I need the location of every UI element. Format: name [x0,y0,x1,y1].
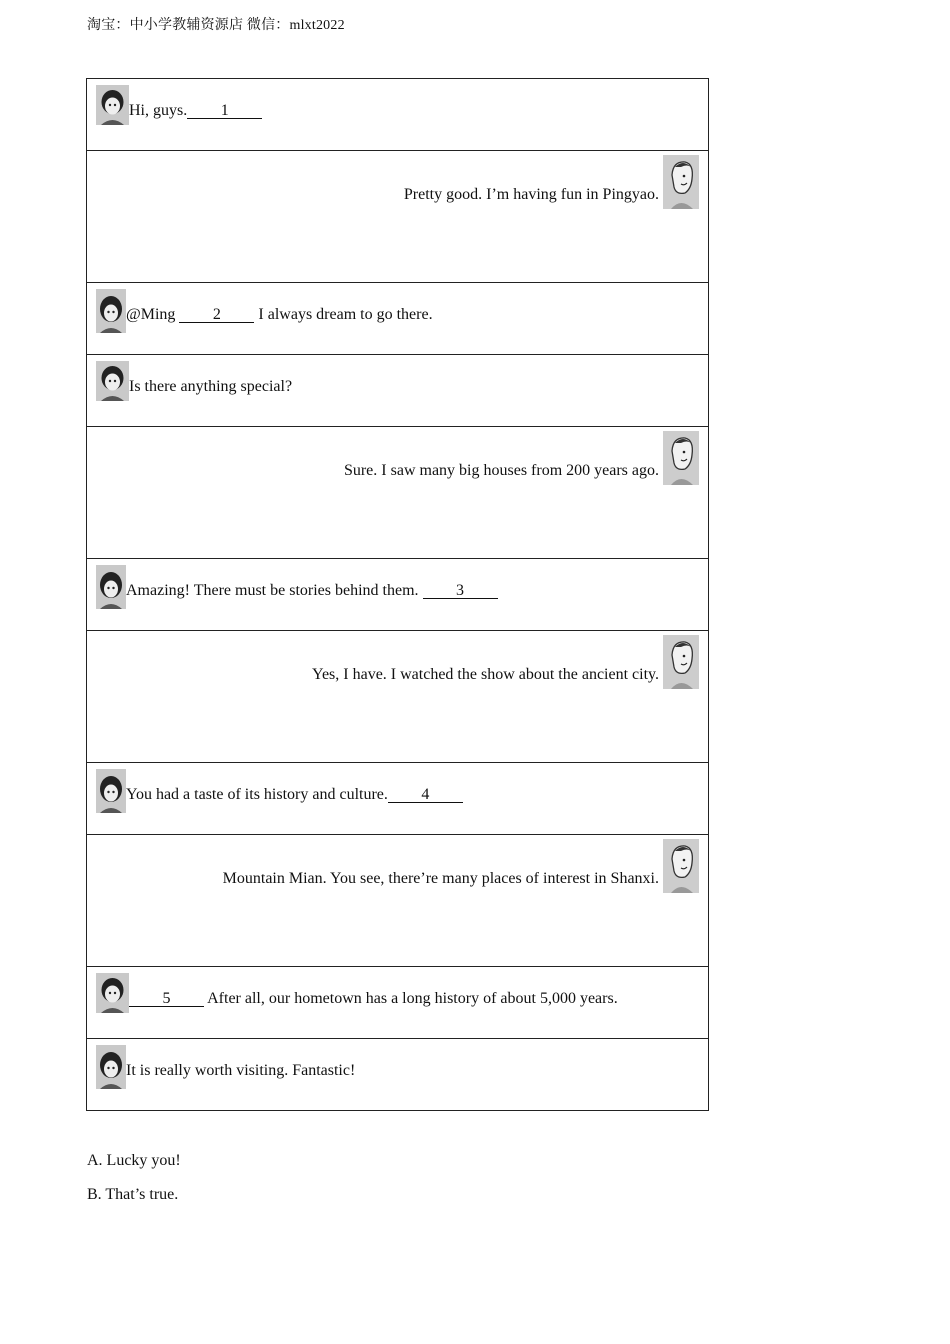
chat-row [87,151,709,283]
blank-number: 2 [212,306,221,323]
girl-avatar-icon [96,85,129,125]
answer-blank[interactable] [388,787,463,803]
chat-row [87,835,709,967]
girl-avatar-icon [96,769,126,813]
message-text: Amazing! There must be stories behind them. [126,582,423,599]
girl-avatar-icon [96,973,129,1013]
boy-avatar-icon [663,431,699,485]
page-header: 淘宝：中小学教辅资源店 微信：mlxt2022 [87,18,345,33]
chat-row [87,763,709,835]
chat-row [87,79,709,151]
answer-blank[interactable] [423,583,498,599]
answer-blank[interactable] [129,991,204,1007]
boy-avatar-icon [663,155,699,209]
message-text: Is there anything special? [129,378,293,395]
boy-avatar-icon [663,635,699,689]
chat-row [87,283,709,355]
message-text: You had a taste of its history and culture. [126,786,388,803]
message-text: @Ming [126,306,180,323]
chat-row [87,427,709,559]
girl-avatar-icon [96,361,129,401]
message-text: Mountain Mian. You see, there’re many places of interest in Shanxi. [222,870,659,887]
option-b: B. That’s true. [87,1186,179,1203]
message-text: Sure. I saw many big houses from 200 years ago. [343,462,659,479]
message-text: Yes, I have. I watched the show about the ancient city. [311,666,659,683]
girl-avatar-icon [96,565,126,609]
girl-avatar-icon [96,1045,126,1089]
chat-row [87,1039,709,1111]
message-text-after: I always dream to go there. [254,306,433,323]
girl-avatar-icon [96,289,126,333]
chat-row [87,355,709,427]
chat-row [87,559,709,631]
blank-number: 1 [220,102,229,119]
blank-number: 3 [456,582,465,599]
message-text: Pretty good. I’m having fun in Pingyao. [403,186,659,203]
blank-number: 5 [162,990,171,1007]
chat-table [86,78,709,1111]
answer-options [87,1153,181,1221]
message-text: It is really worth visiting. Fantastic! [126,1062,356,1079]
option-a: A. Lucky you! [87,1152,181,1169]
answer-blank[interactable] [187,103,262,119]
answer-blank[interactable] [179,307,254,323]
chat-row [87,631,709,763]
message-text-after: After all, our hometown has a long history of about 5,000 years. [204,990,618,1007]
blank-number: 4 [421,786,430,803]
message-text: Hi, guys. [129,102,188,119]
boy-avatar-icon [663,839,699,893]
chat-row [87,967,709,1039]
